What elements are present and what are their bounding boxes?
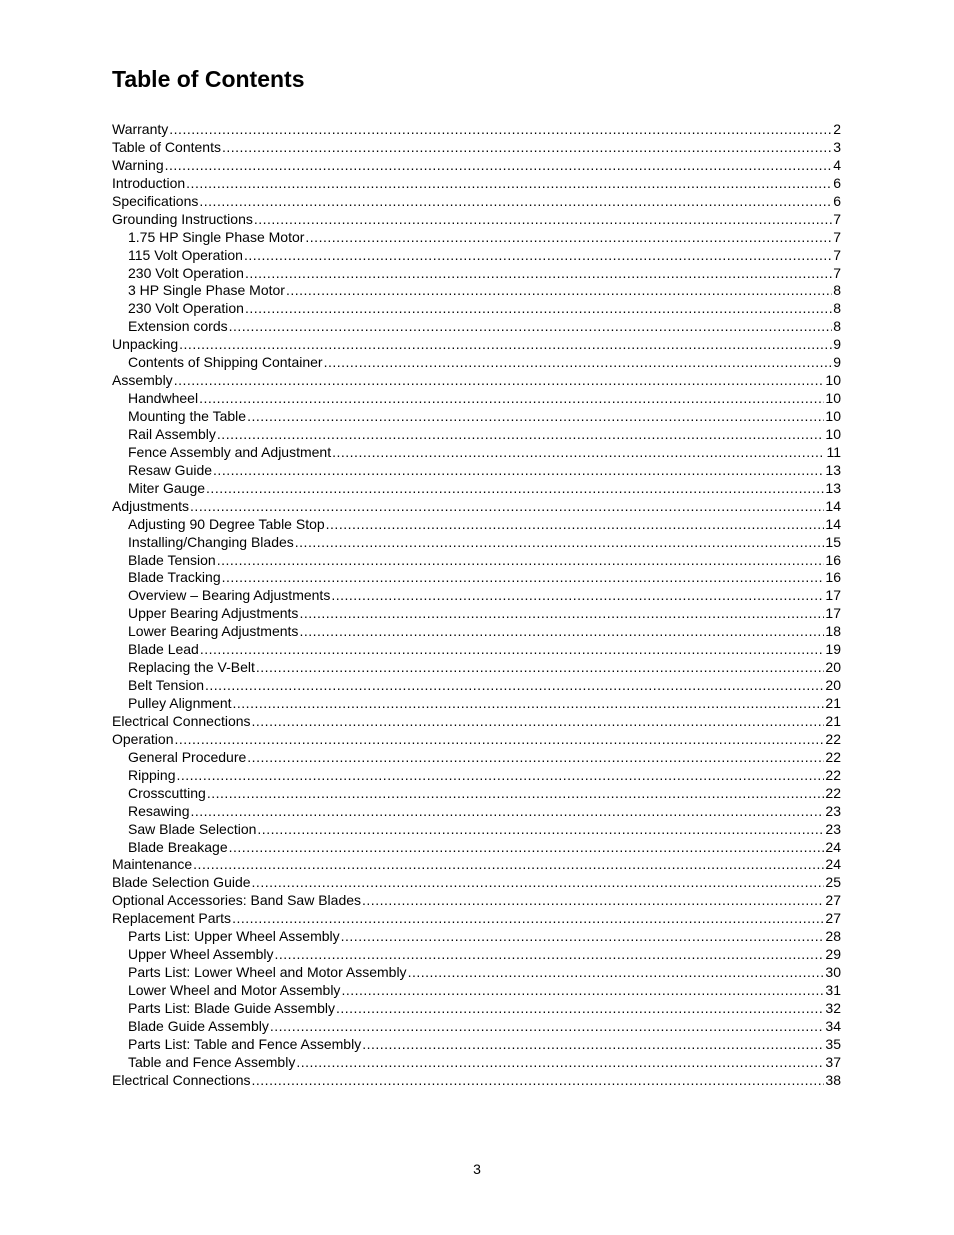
toc-dot-leader xyxy=(408,964,825,982)
toc-entry-label: Replacing the V-Belt xyxy=(128,659,255,676)
toc-entry[interactable] xyxy=(112,623,841,641)
toc-dot-leader xyxy=(174,372,825,390)
toc-entry-label: Operation xyxy=(112,730,174,747)
toc-dot-leader xyxy=(190,803,824,821)
toc-entry-label: Warning xyxy=(112,156,164,173)
toc-entry-page: 28 xyxy=(825,928,841,945)
toc-entry-label: Blade Lead xyxy=(128,641,199,658)
toc-entry-page: 6 xyxy=(833,174,841,191)
toc-entry-page: 8 xyxy=(833,318,841,335)
toc-entry-label: Overview – Bearing Adjustments xyxy=(128,587,331,604)
toc-dot-leader xyxy=(286,282,832,300)
toc-entry-label: Installing/Changing Blades xyxy=(128,533,294,550)
toc-dot-leader xyxy=(245,265,832,283)
toc-entry-label: Parts List: Blade Guide Assembly xyxy=(128,999,335,1016)
toc-entry[interactable] xyxy=(112,354,841,372)
toc-entry-label: Adjustments xyxy=(112,497,190,514)
toc-entry[interactable] xyxy=(112,928,841,946)
toc-entry-label: Unpacking xyxy=(112,336,179,353)
toc-entry[interactable] xyxy=(112,1018,841,1036)
toc-entry[interactable] xyxy=(112,605,841,623)
toc-dot-leader xyxy=(336,1000,824,1018)
toc-entry-page: 7 xyxy=(833,210,841,227)
toc-dot-leader xyxy=(331,587,824,605)
toc-entry-page: 27 xyxy=(825,892,841,909)
toc-entry[interactable] xyxy=(112,247,841,265)
toc-entry[interactable] xyxy=(112,300,841,318)
toc-entry-page: 37 xyxy=(825,1053,841,1070)
toc-entry[interactable] xyxy=(112,534,841,552)
toc-entry[interactable] xyxy=(112,1072,841,1090)
toc-dot-leader xyxy=(200,641,825,659)
toc-entry-label: Maintenance xyxy=(112,856,193,873)
toc-entry[interactable] xyxy=(112,480,841,498)
toc-dot-leader xyxy=(305,229,832,247)
toc-entry[interactable] xyxy=(112,767,841,785)
toc-entry-label: Belt Tension xyxy=(128,677,205,694)
toc-entry-page: 14 xyxy=(825,515,841,532)
toc-entry-label: Pulley Alignment xyxy=(128,695,232,711)
page-number: 3 xyxy=(473,1161,481,1177)
toc-entry-page: 16 xyxy=(825,551,841,568)
toc-entry[interactable] xyxy=(112,659,841,677)
toc-dot-leader xyxy=(165,157,833,175)
toc-entry-page: 25 xyxy=(825,874,841,891)
toc-entry-page: 30 xyxy=(825,964,841,981)
toc-entry-page: 22 xyxy=(825,784,841,801)
toc-entry-label: Grounding Instructions xyxy=(112,210,253,227)
toc-entry-page: 9 xyxy=(833,336,841,353)
toc-entry[interactable] xyxy=(112,336,841,354)
toc-entry-label: Parts List: Lower Wheel and Motor Assembly xyxy=(128,964,407,981)
toc-entry-page: 9 xyxy=(833,354,841,371)
toc-entry-label: 1.75 HP Single Phase Motor xyxy=(128,228,305,245)
toc-entry-page: 7 xyxy=(833,264,841,281)
toc-dot-leader xyxy=(252,1072,825,1090)
toc-entry[interactable] xyxy=(112,211,841,229)
toc-entry[interactable] xyxy=(112,713,841,731)
toc-entry[interactable] xyxy=(112,121,841,139)
toc-entry[interactable] xyxy=(112,408,841,426)
toc-entry-page: 16 xyxy=(825,569,841,586)
toc-entry-page: 10 xyxy=(825,390,841,407)
toc-dot-leader xyxy=(199,390,824,408)
toc-dot-leader xyxy=(295,534,825,552)
toc-dot-leader xyxy=(176,767,824,785)
toc-entry-page: 21 xyxy=(825,695,841,711)
toc-entry-label: Blade Tension xyxy=(128,551,216,568)
toc-dot-leader xyxy=(217,426,825,444)
toc-entry-label: Assembly xyxy=(112,372,173,389)
toc-entry-label: Resawing xyxy=(128,802,190,819)
toc-entry-page: 17 xyxy=(825,587,841,604)
toc-entry-label: Blade Guide Assembly xyxy=(128,1017,269,1034)
toc-entry-page: 24 xyxy=(825,838,841,855)
toc-entry[interactable] xyxy=(112,552,841,570)
toc-dot-leader xyxy=(324,354,833,372)
toc-entry-label: Electrical Connections xyxy=(112,1071,251,1088)
toc-entry-label: Introduction xyxy=(112,174,186,191)
toc-dot-leader xyxy=(222,139,832,157)
toc-entry-page: 22 xyxy=(825,766,841,783)
toc-entry-label: Table and Fence Assembly xyxy=(128,1053,296,1070)
toc-entry-page: 8 xyxy=(833,300,841,317)
toc-entry-page: 22 xyxy=(825,730,841,747)
toc-dot-leader xyxy=(270,1018,825,1036)
toc-entry[interactable] xyxy=(112,874,841,892)
toc-entry-label: Miter Gauge xyxy=(128,479,206,496)
toc-entry-page: 29 xyxy=(825,946,841,963)
toc-entry[interactable] xyxy=(112,982,841,1000)
toc-dot-leader xyxy=(275,946,825,964)
toc-entry-page: 35 xyxy=(825,1035,841,1052)
toc-entry-page: 8 xyxy=(833,282,841,299)
toc-entry-page: 15 xyxy=(825,533,841,550)
toc-entry-label: Lower Bearing Adjustments xyxy=(128,623,299,640)
toc-dot-leader xyxy=(222,569,825,587)
toc-dot-leader xyxy=(296,1054,824,1072)
toc-entry-label: Replacement Parts xyxy=(112,910,232,927)
toc-entry-label: Upper Wheel Assembly xyxy=(128,946,274,963)
toc-entry-page: 10 xyxy=(825,408,841,424)
toc-dot-leader xyxy=(232,910,824,928)
toc-entry[interactable] xyxy=(112,462,841,480)
toc-entry[interactable] xyxy=(112,175,841,193)
toc-dot-leader xyxy=(206,480,824,498)
toc-entry-page: 13 xyxy=(825,479,841,496)
toc-entry-page: 27 xyxy=(825,910,841,927)
toc-dot-leader xyxy=(207,785,825,803)
toc-dot-leader xyxy=(254,211,832,229)
toc-entry[interactable] xyxy=(112,785,841,803)
toc-entry-label: Parts List: Table and Fence Assembly xyxy=(128,1035,362,1052)
toc-entry[interactable] xyxy=(112,677,841,695)
toc-entry-label: 230 Volt Operation xyxy=(128,300,244,317)
toc-entry[interactable] xyxy=(112,803,841,821)
toc-dot-leader xyxy=(193,856,824,874)
toc-entry-label: Resaw Guide xyxy=(128,461,213,478)
toc-entry-label: Blade Breakage xyxy=(128,838,228,855)
toc-dot-leader xyxy=(229,839,825,857)
toc-entry-label: Adjusting 90 Degree Table Stop xyxy=(128,515,325,532)
toc-entry-page: 23 xyxy=(825,820,841,837)
toc-entry[interactable] xyxy=(112,372,841,390)
toc-entry-label: 3 HP Single Phase Motor xyxy=(128,282,285,299)
toc-entry-label: Parts List: Upper Wheel Assembly xyxy=(128,928,340,945)
toc-entry[interactable] xyxy=(112,910,841,928)
toc-dot-leader xyxy=(299,623,824,641)
toc-entry[interactable] xyxy=(112,892,841,910)
toc-entry-label: Saw Blade Selection xyxy=(128,820,257,837)
toc-entry-page: 24 xyxy=(825,856,841,873)
toc-dot-leader xyxy=(229,318,833,336)
toc-dot-leader xyxy=(247,749,824,767)
toc-dot-leader xyxy=(169,121,832,139)
toc-dot-leader xyxy=(244,247,832,265)
toc-entry-label: 230 Volt Operation xyxy=(128,264,244,281)
toc-dot-leader xyxy=(186,175,832,193)
toc-entry[interactable] xyxy=(112,946,841,964)
toc-entry-label: Table of Contents xyxy=(112,138,221,155)
toc-entry[interactable] xyxy=(112,569,841,587)
toc-entry-page: 21 xyxy=(825,712,841,729)
toc-entry[interactable] xyxy=(112,516,841,534)
toc-entry-label: Warranty xyxy=(112,121,169,137)
toc-entry-page: 23 xyxy=(825,802,841,819)
toc-dot-leader xyxy=(257,821,824,839)
toc-dot-leader xyxy=(362,892,824,910)
toc-dot-leader xyxy=(213,462,824,480)
toc-entry[interactable] xyxy=(112,229,841,247)
toc-entry-label: General Procedure xyxy=(128,748,247,765)
toc-entry-label: Optional Accessories: Band Saw Blades xyxy=(112,892,362,909)
toc-entry-label: Electrical Connections xyxy=(112,712,251,729)
toc-entry-page: 6 xyxy=(833,192,841,209)
toc-entry[interactable] xyxy=(112,390,841,408)
toc-entry-page: 7 xyxy=(833,228,841,245)
toc-entry-page: 31 xyxy=(825,982,841,998)
toc-entry[interactable] xyxy=(112,444,841,462)
toc-dot-leader xyxy=(245,300,832,318)
toc-entry[interactable] xyxy=(112,139,841,157)
toc-entry[interactable] xyxy=(112,964,841,982)
toc-entry-label: Mounting the Table xyxy=(128,408,247,424)
toc-entry[interactable] xyxy=(112,1000,841,1018)
toc-entry-page: 38 xyxy=(825,1071,841,1088)
toc-entry-page: 13 xyxy=(825,461,841,478)
toc-dot-leader xyxy=(362,1036,824,1054)
toc-entry-page: 14 xyxy=(825,497,841,514)
toc-entry[interactable] xyxy=(112,1054,841,1072)
toc-entry-label: Crosscutting xyxy=(128,784,206,801)
toc-entry[interactable] xyxy=(112,193,841,211)
toc-entry[interactable] xyxy=(112,856,841,874)
toc-dot-leader xyxy=(299,605,824,623)
toc-dot-leader xyxy=(179,336,832,354)
toc-entry-page: 10 xyxy=(825,372,841,389)
toc-entry-page: 4 xyxy=(833,156,841,173)
toc-entry-page: 7 xyxy=(833,246,841,263)
toc-entry-page: 11 xyxy=(826,443,841,460)
toc-entry[interactable] xyxy=(112,157,841,175)
toc-dot-leader xyxy=(233,695,825,713)
toc-entry[interactable] xyxy=(112,695,841,713)
toc-entry-label: Ripping xyxy=(128,766,176,783)
toc-entry-label: Blade Tracking xyxy=(128,569,221,586)
toc-dot-leader xyxy=(174,731,824,749)
toc-entry-label: Upper Bearing Adjustments xyxy=(128,605,299,622)
toc-entry-page: 20 xyxy=(825,677,841,694)
toc-entry-page: 19 xyxy=(825,641,841,658)
toc-entry[interactable] xyxy=(112,587,841,605)
toc-entry-page: 32 xyxy=(825,999,841,1016)
toc-entry-label: Contents of Shipping Container xyxy=(128,354,323,371)
toc-entry-page: 2 xyxy=(833,121,841,137)
toc-entry-label: Lower Wheel and Motor Assembly xyxy=(128,982,341,998)
toc-entry-label: Blade Selection Guide xyxy=(112,874,251,891)
toc-dot-leader xyxy=(205,677,824,695)
toc-entry-label: Rail Assembly xyxy=(128,425,216,442)
toc-dot-leader xyxy=(326,516,825,534)
toc-entry[interactable] xyxy=(112,731,841,749)
toc-entry-label: Handwheel xyxy=(128,390,199,407)
toc-dot-leader xyxy=(190,498,824,516)
page-title: Table of Contents xyxy=(112,66,305,92)
toc-entry-page: 10 xyxy=(825,425,841,442)
toc-dot-leader xyxy=(341,982,824,1000)
toc-dot-leader xyxy=(341,928,825,946)
toc-entry-page: 18 xyxy=(825,623,841,640)
toc-entry[interactable] xyxy=(112,426,841,444)
toc-entry-label: Fence Assembly and Adjustment xyxy=(128,443,332,460)
toc-entry-label: 115 Volt Operation xyxy=(128,246,243,263)
toc-entry[interactable] xyxy=(112,282,841,300)
toc-entry[interactable] xyxy=(112,839,841,857)
toc-entry[interactable] xyxy=(112,641,841,659)
table-of-contents-list xyxy=(112,121,841,1090)
toc-entry-page: 17 xyxy=(825,605,841,622)
toc-dot-leader xyxy=(332,444,825,462)
toc-dot-leader xyxy=(199,193,832,211)
toc-dot-leader xyxy=(247,408,824,426)
toc-entry-page: 3 xyxy=(833,138,841,155)
toc-entry[interactable] xyxy=(112,821,841,839)
toc-entry[interactable] xyxy=(112,749,841,767)
toc-entry[interactable] xyxy=(112,265,841,283)
toc-entry-page: 22 xyxy=(825,748,841,765)
toc-dot-leader xyxy=(252,713,825,731)
toc-entry[interactable] xyxy=(112,1036,841,1054)
toc-entry[interactable] xyxy=(112,318,841,336)
toc-dot-leader xyxy=(217,552,825,570)
toc-dot-leader xyxy=(252,874,825,892)
toc-entry-page: 20 xyxy=(825,659,841,676)
toc-entry-page: 34 xyxy=(825,1017,841,1034)
toc-entry-label: Extension cords xyxy=(128,318,228,335)
toc-entry-label: Specifications xyxy=(112,192,199,209)
toc-entry[interactable] xyxy=(112,498,841,516)
toc-dot-leader xyxy=(256,659,825,677)
